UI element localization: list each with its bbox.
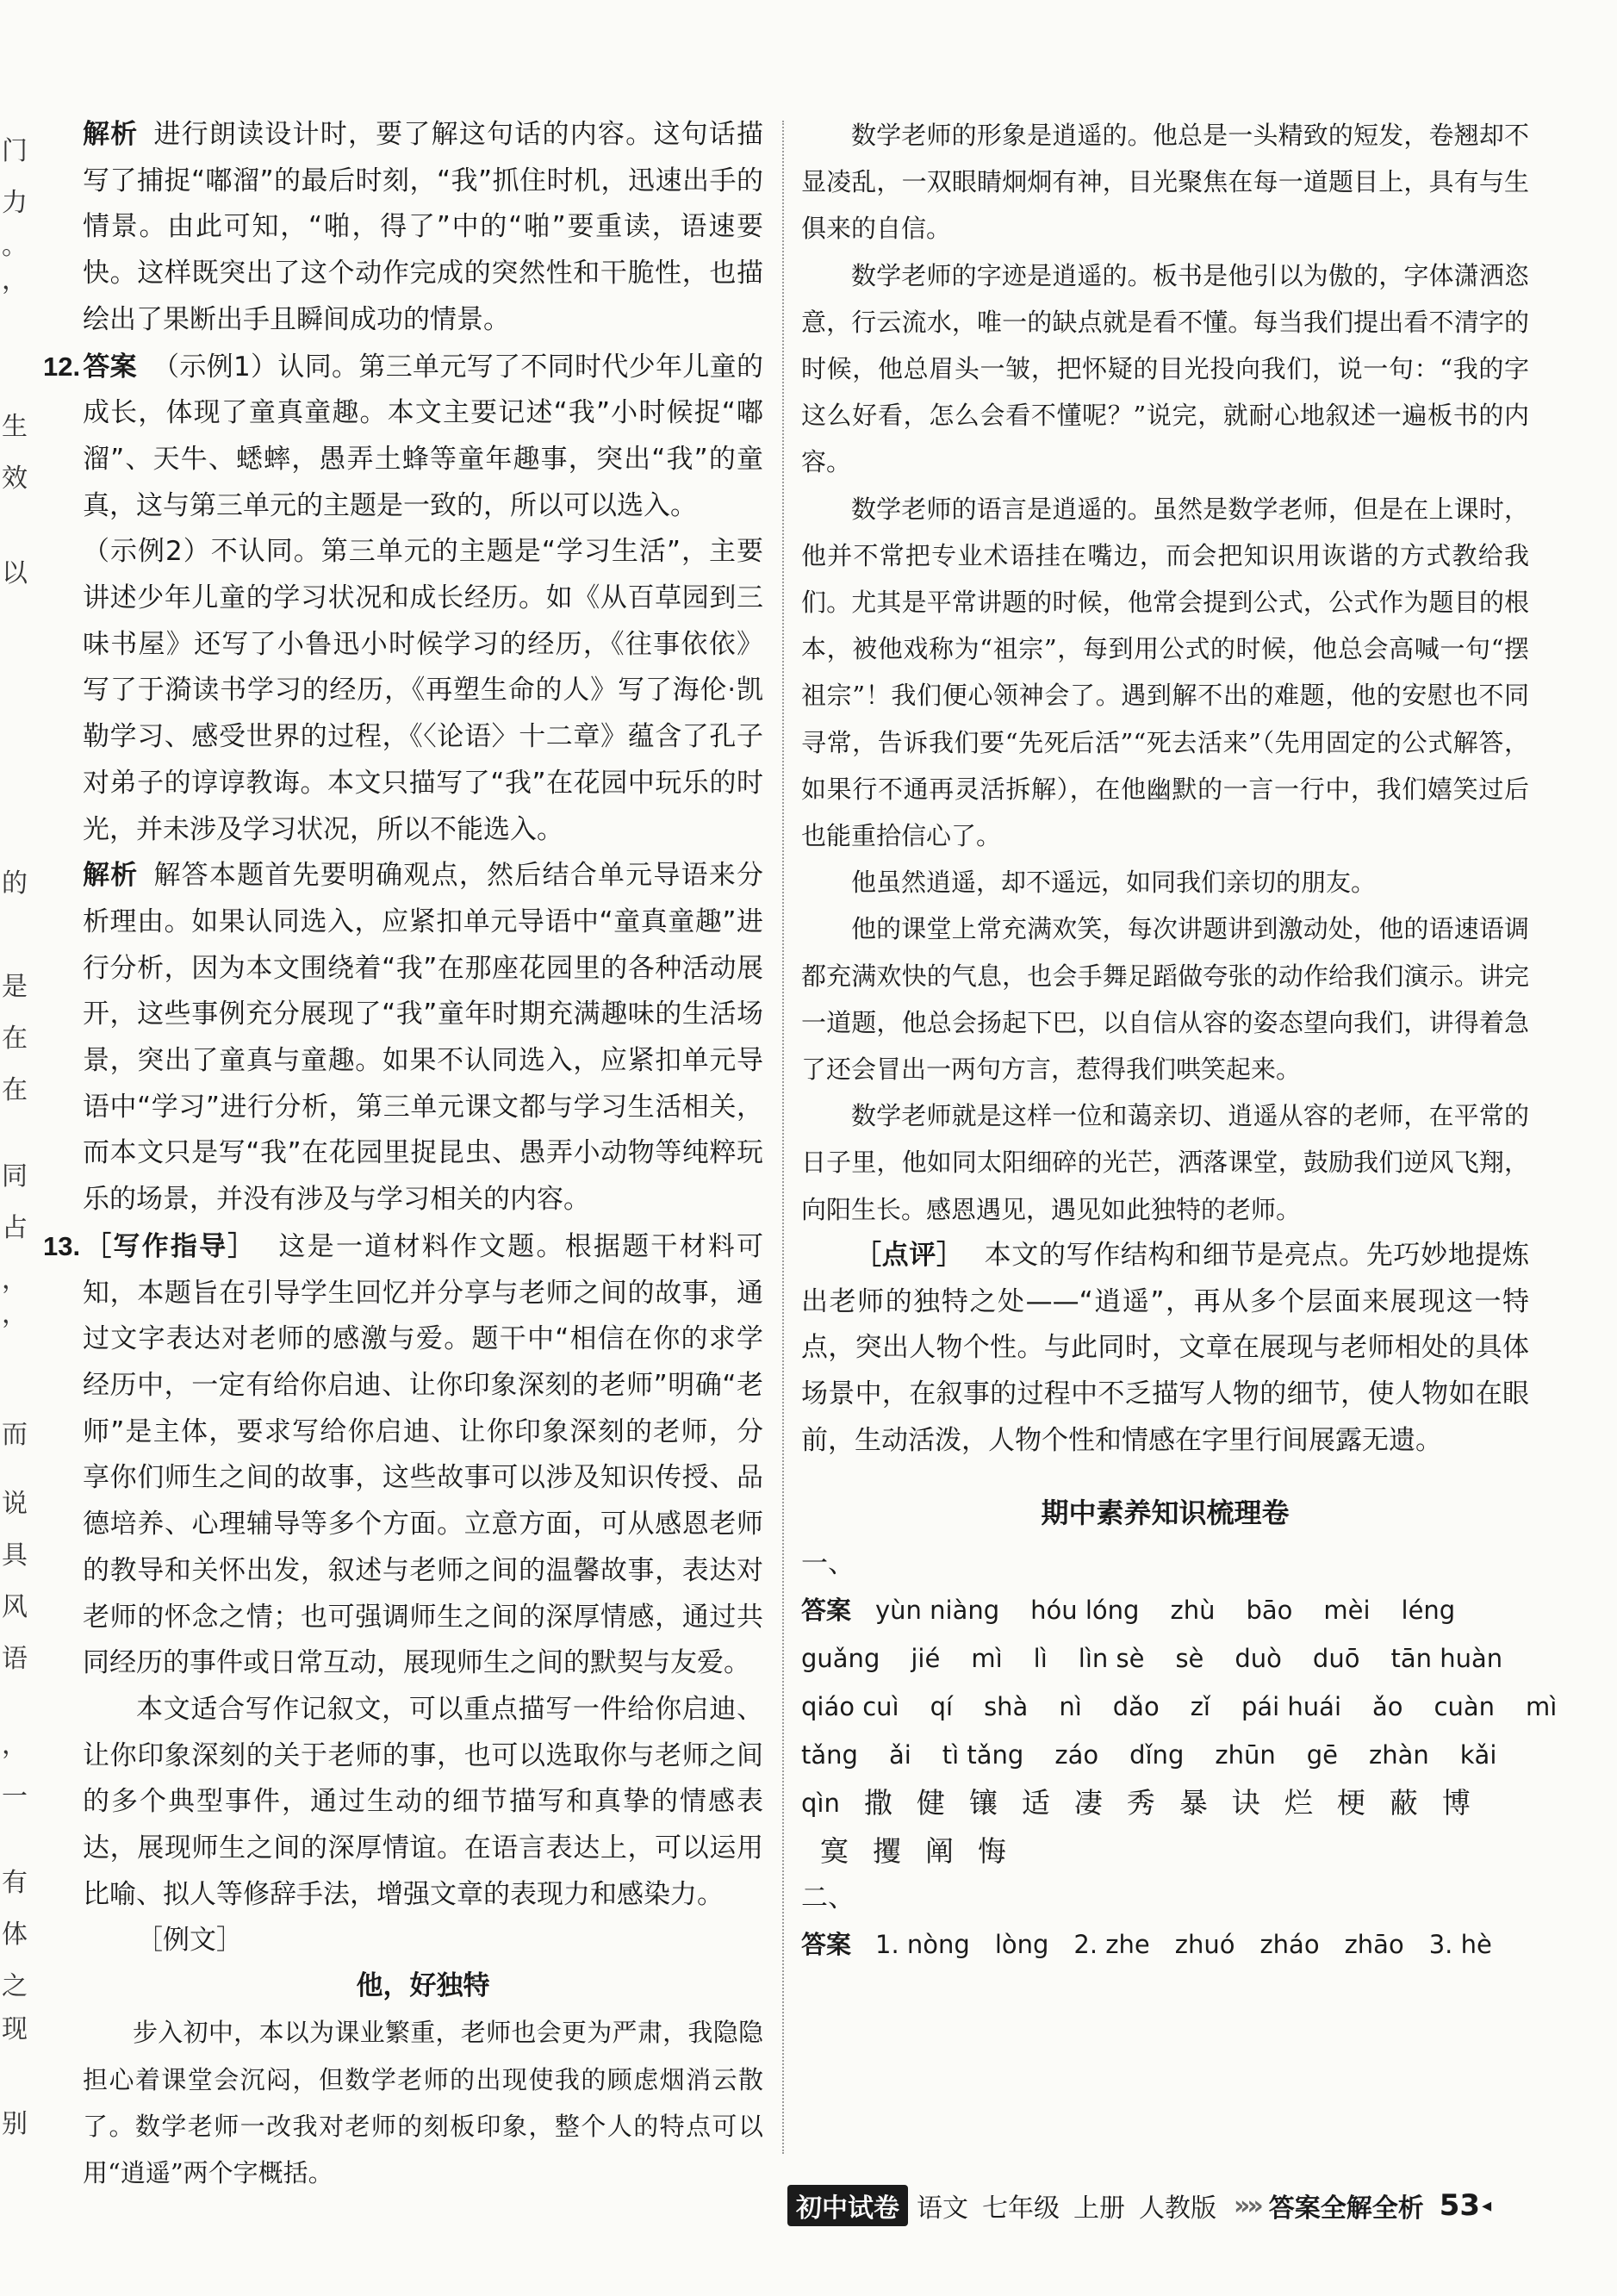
char-answer: 寞: [820, 1834, 849, 1869]
edge-char: ，: [2, 1299, 28, 1329]
answer-label: 答案: [801, 1596, 852, 1626]
pinyin-answer: zhù: [1170, 1596, 1216, 1626]
edge-char: 别: [2, 2109, 28, 2139]
pinyin-answer: zhūn: [1215, 1740, 1276, 1770]
pinyin-answer: ǎi: [888, 1740, 911, 1770]
edge-char: 在: [2, 1024, 28, 1054]
pinyin-row-1: [801, 1586, 1529, 1634]
section-title: 期中素养知识梳理卷: [1041, 1496, 1290, 1530]
edge-char: 而: [2, 1420, 28, 1450]
char-answer: 健: [916, 1786, 945, 1820]
q13-guide: [43, 1223, 764, 1687]
essay-paragraph-5: 他虽然逍遥，却不遥远，如同我们亲切的朋友。: [851, 868, 1377, 898]
section-2-label: 二、: [801, 1882, 855, 1914]
pinyin-answer: lì: [1033, 1644, 1048, 1674]
section-1-label: 一、: [801, 1548, 855, 1580]
edge-char: 具: [2, 1540, 28, 1571]
pinyin-answer: hóu lóng: [1030, 1596, 1140, 1626]
essay-paragraph-2: 数学老师的形象是逍遥的。他总是一头精致的短发，卷翘却不显凌乱，一双眼睛炯炯有神，目光聚焦在每一道题目上，具有与生俱来的自信。: [801, 121, 1529, 244]
subject: 语文: [917, 2193, 968, 2224]
pinyin-answer: kǎi: [1459, 1740, 1497, 1770]
edge-char: 有: [2, 1868, 28, 1898]
edge-char: 以: [2, 558, 28, 588]
comment: [801, 1233, 1529, 1465]
answer-label: 答案: [801, 1930, 852, 1960]
edge-char: 。: [2, 231, 28, 261]
char-answer: 阐: [925, 1834, 954, 1869]
comment-text: 本文的写作结构和细节是亮点。先巧妙地提炼出老师的独特之处——“逍遥”，再从多个层面来展现这一特点，突出人物个性。与此同时，文章在展现与老师相处的具体场景中，在叙事的过程中不乏描写人物的细节，使人物如在眼前，生动活泼，人物个性和情感在字里行间展露无遗。: [801, 1239, 1529, 1456]
q12-answer-1: [43, 344, 763, 530]
pinyin-answer: mì: [1526, 1692, 1558, 1722]
pinyin-row-3: [801, 1683, 1558, 1731]
char-answer: 凄: [1073, 1786, 1103, 1820]
section-2-answer: 1. nòng lòng 2. zhe zhuó zháo zhāo 3. hè: [875, 1930, 1492, 1960]
char-answer: 悔: [978, 1834, 1006, 1869]
pinyin-answer: yùn niàng: [875, 1596, 1000, 1626]
pinyin-answer: tì tǎng: [942, 1740, 1024, 1770]
q12-answer-1-text: （示例1）认同。第三单元写了不同时代少年儿童的成长，体现了童真童趣。本文主要记述“我”小时候捉“嘟溜”、天牛、蟋蟀，愚弄土蜂等童年趣事，突出“我”的童真，这与第三单元的主题是一致的，所以可以选入。: [83, 351, 763, 521]
pinyin-answer: tǎng: [801, 1740, 858, 1770]
pinyin-answer: lìn sè: [1078, 1644, 1145, 1674]
analysis-label: 解析: [83, 860, 139, 892]
q13-guide-text: 这是一道材料作文题。根据题干材料可知，本题旨在引导学生回忆并分享与老师之间的故事，通过文字表达对老师的感激与爱。题干中“相信在你的求学经历中，一定有给你启迪、让你印象深刻的老师”明确“老师”是主体，要求写给你启迪、让你印象深刻的老师，分享你们师生之间的故事，这些故事可以涉及知识传授、品德培养、心理辅导等多个方面。立意方面，可从感恩老师的教导和关怀出发，叙述与老师之间的温馨故事，表达对老师的怀念之情；也可强调师生之间的深厚情感，通过共同经历的事件或日常互动，展现师生之间的默契与友爱。: [83, 1230, 764, 1679]
page-number: 53: [1439, 2188, 1481, 2223]
char-answer: 攫: [873, 1834, 901, 1869]
question-number: 12.: [43, 351, 81, 382]
edge-char: 生: [2, 412, 28, 442]
pinyin-answer: shà: [984, 1692, 1029, 1722]
essay-paragraph-4: 数学老师的语言是逍遥的。虽然是数学老师，但是在上课时，他并不常把专业术语挂在嘴边，而会把知识用诙谐的方式教给我们。尤其是平常讲题的时候，他常会提到公式，公式作为题目的根本，被他戏称为“祖宗”，每到用公式的时候，他总会高喊一句“摆祖宗”！我们便心领神会了。遇到解不出的难题，他的安慰也不同寻常，告诉我们要“先死后活”“死去活来”（先用固定的公式解答，如果行不通再灵活拆解），在他幽默的一言一行中，我们嬉笑过后也能重拾信心了。: [801, 494, 1529, 851]
pinyin-answer: dǐng: [1129, 1740, 1185, 1770]
grade: 七年级: [982, 2193, 1060, 2224]
pinyin-answer: tān huàn: [1390, 1644, 1503, 1674]
edge-char: 同: [2, 1161, 28, 1192]
char-answer: 撒: [863, 1786, 892, 1820]
edge-char: 现: [2, 2014, 28, 2044]
right-column: [801, 112, 1558, 1969]
edition: 人教版: [1139, 2193, 1216, 2224]
edge-char: ，: [2, 1730, 28, 1760]
pinyin-answer: cuàn: [1434, 1692, 1496, 1722]
edge-char: 占: [2, 1213, 28, 1243]
pinyin-answer: jié: [911, 1644, 941, 1674]
footer-title: 答案全解全析: [1268, 2193, 1424, 2224]
pinyin-answer: mèi: [1323, 1596, 1371, 1626]
question-number: 13.: [43, 1230, 81, 1261]
char-answer: 博: [1441, 1786, 1471, 1820]
char-answer: 诀: [1231, 1786, 1260, 1820]
char-answer: 梗: [1336, 1786, 1365, 1820]
char-answer: qìn: [801, 1789, 840, 1819]
pinyin-answer: bāo: [1246, 1596, 1293, 1626]
edge-char: 语: [2, 1644, 28, 1674]
page-marker-icon: ◂: [1482, 2194, 1492, 2217]
answer-label: 答案: [83, 351, 137, 383]
edge-char: 之: [2, 1971, 28, 2001]
pinyin-answer: záo: [1054, 1740, 1099, 1770]
edge-char: 的: [2, 868, 28, 899]
essay-title: 他，好独特: [356, 1970, 490, 2002]
page-footer: [787, 2185, 1491, 2226]
pinyin-answer: mì: [971, 1644, 1003, 1674]
char-answer: 烂: [1284, 1786, 1313, 1820]
writing-guide-label: ［写作指导］: [83, 1230, 257, 1262]
pinyin-answer: ǎo: [1372, 1692, 1403, 1722]
q12-analysis-text: 解答本题首先要明确观点，然后结合单元导语来分析理由。如果认同选入，应紧扣单元导语中“童真童趣”进行分析，因为本文围绕着“我”在那座花园里的各种活动展开，这些事例充分展现了“我”童年时期充满趣味的生活场景，突出了童真与童趣。如果不认同选入，应紧扣单元导语中“学习”进行分析，第三单元课文都与学习生活相关，而本文只是写“我”在花园里捉昆虫、愚弄小动物等纯粹玩乐的场景，并没有涉及与学习相关的内容。: [83, 860, 764, 1216]
char-answer: 镶: [968, 1786, 998, 1820]
pinyin-row-4: [801, 1731, 1529, 1779]
left-column: [43, 112, 764, 2196]
brand-badge: 初中试卷: [787, 2185, 908, 2226]
edge-char: 在: [2, 1075, 28, 1105]
edge-char: ，: [2, 265, 28, 296]
q12-answer-2: （示例2）不认同。第三单元的主题是“学习生活”，主要讲述少年儿童的学习状况和成长经历。如《从百草园到三味书屋》还写了小鲁迅小时候学习的经历，《往事依依》写了于漪读书学习的经历，《再塑生命的人》写了海伦·凯勒学习、感受世界的过程，《〈论语〉十二章》蕴含了孔子对弟子的谆谆教诲。本文只描写了“我”在花园中玩乐的时光，并未涉及学习状况，所以不能选入。: [83, 536, 763, 845]
q12-analysis: [83, 853, 763, 1223]
edge-char: 力: [2, 188, 28, 218]
char-answer: 秀: [1126, 1786, 1155, 1820]
pinyin-answer: dǎo: [1112, 1692, 1160, 1722]
pinyin-answer: qí: [930, 1692, 954, 1722]
pinyin-answer: guǎng: [801, 1644, 880, 1674]
example-essay-label: ［例文］: [136, 1925, 243, 1957]
edge-char: 是: [2, 972, 28, 1002]
edge-char: 效: [2, 464, 28, 494]
comment-label: ［点评］: [855, 1239, 964, 1271]
edge-char: 体: [2, 1920, 28, 1950]
volume: 上册: [1073, 2193, 1125, 2224]
analysis-label: 解析: [83, 119, 139, 150]
char-answer: 暴: [1179, 1786, 1208, 1820]
double-chevron-icon: »»: [1234, 2190, 1260, 2221]
edge-char: 一: [2, 1782, 28, 1812]
essay-paragraph-6: 他的课堂上常充满欢笑，每次讲题讲到激动处，他的语速语调都充满欢快的气息，也会手舞足蹈做夸张的动作给我们演示。讲完一道题，他总会扬起下巴，以自信从容的姿态望向我们，讲得着急了还会冒出一两句方言，惹得我们哄笑起来。: [801, 914, 1529, 1085]
pinyin-answer: sè: [1175, 1644, 1204, 1674]
edge-char: 风: [2, 1592, 28, 1622]
pinyin-answer: zǐ: [1190, 1692, 1210, 1722]
char-answer: 蔽: [1389, 1786, 1418, 1820]
edge-char: ，: [2, 1265, 28, 1295]
pinyin-answer: léng: [1401, 1596, 1456, 1626]
pinyin-answer: duò: [1235, 1644, 1282, 1674]
char-row-1: [801, 1779, 1529, 1827]
char-row-2: [801, 1827, 1529, 1876]
pinyin-answer: gē: [1306, 1740, 1338, 1770]
edge-char: 门: [2, 136, 28, 166]
char-answer: 适: [1021, 1786, 1050, 1820]
essay-paragraph-7: 数学老师就是这样一位和蔼亲切、逍遥从容的老师，在平常的日子里，他如同太阳细碎的光芒，洒落课堂，鼓励我们逆风飞翔，向阳生长。感恩遇见，遇见如此独特的老师。: [801, 1101, 1529, 1224]
section-2-answer-row: [801, 1920, 1529, 1969]
essay-paragraph-3: 数学老师的字迹是逍遥的。板书是他引以为傲的，字体潇洒恣意，行云流水，唯一的缺点就是看不懂。每当我们提出看不清字的时候，他总眉头一皱，把怀疑的目光投向我们，说一句：“我的字这么好看，怎么会看不懂呢？”说完，就耐心地叙述一遍板书的内容。: [801, 260, 1529, 477]
left-edge-cropped-text: [0, 0, 28, 2296]
essay-paragraph-1: 步入初中，本以为课业繁重，老师也会更为严肃，我隐隐担心着课堂会沉闷，但数学老师的出现使我的顾虑烟消云散了。数学老师一改我对老师的刻板印象，整个人的特点可以用“逍遥”两个字概括。: [83, 2018, 763, 2188]
q11-analysis: [83, 112, 763, 344]
q11-analysis-text: 进行朗读设计时，要了解这句话的内容。这句话描写了捕捉“嘟溜”的最后时刻，“我”抓住时机，迅速出手的情景。由此可知，“啪，得了”中的“啪”要重读，语速要快。这样既突出了这个动作完成的突然性和干脆性，也描绘出了果断出手且瞬间成功的情景。: [83, 119, 764, 335]
pinyin-answer: zhàn: [1368, 1740, 1429, 1770]
pinyin-answer: pái huái: [1241, 1692, 1342, 1722]
edge-char: 说: [2, 1489, 28, 1519]
pinyin-row-2: [801, 1634, 1529, 1683]
column-divider: [782, 121, 784, 2154]
q13-guide-2: 本文适合写作记叙文，可以重点描写一件给你启迪、让你印象深刻的关于老师的事，也可以选取你与老师之间的多个典型事件，通过生动的细节描写和真挚的情感表达，展现师生之间的深厚情谊。在语言表达上，可以运用比喻、拟人等修辞手法，增强文章的表现力和感染力。: [83, 1693, 763, 1910]
pinyin-answer: duō: [1312, 1644, 1360, 1674]
pinyin-answer: nì: [1059, 1692, 1082, 1722]
pinyin-answer: qiáo cuì: [801, 1692, 899, 1722]
